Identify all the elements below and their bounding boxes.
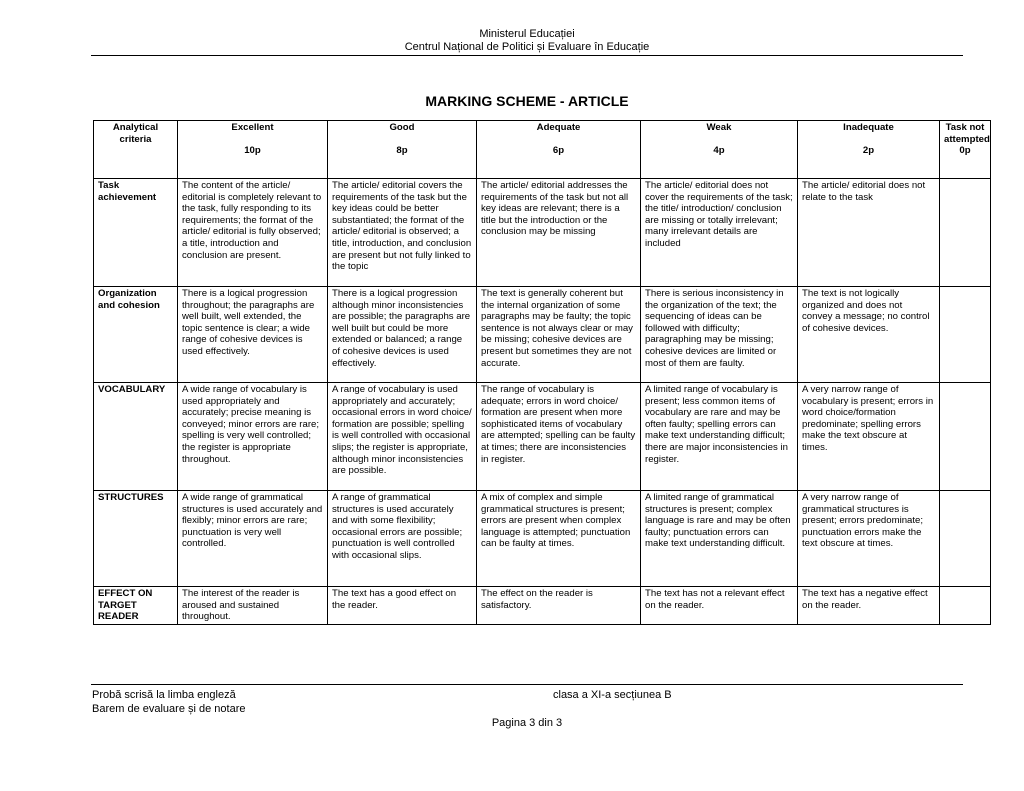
footer-divider	[91, 684, 963, 685]
adequate-cell: The range of vocabulary is adequate; errors in word choice/ formation are present when more sophisticated items of vocabulary are attempted; spelling can be faulty at times; there are inconsistencies in register.	[477, 383, 641, 491]
adequate-cell: The effect on the reader is satisfactory.	[477, 587, 641, 625]
table-row	[94, 179, 991, 287]
good-cell: There is a logical progression although minor inconsistencies are possible; the paragraphs are well built but could be more extended or balanced; a range of cohesive devices is used effectively.	[328, 287, 477, 383]
criterion-cell: Organization and cohesion	[94, 287, 178, 383]
footer-class: clasa a XI-a secțiunea B	[553, 689, 672, 701]
score-excellent: 10p	[244, 144, 261, 156]
header-ministry: Ministerul Educației	[479, 28, 575, 40]
footer-left	[92, 688, 245, 716]
header-good: Good 8p	[328, 121, 477, 179]
score-adequate: 6p	[552, 144, 565, 156]
score-inadequate: 2p	[862, 144, 875, 156]
inadequate-cell: The article/ editorial does not relate to the task	[798, 179, 940, 287]
weak-cell: There is serious inconsistency in the organization of the text; the sequencing of ideas can be followed with difficulty; paragraphing may be missing; cohesive devices are limited or most of them are faulty.	[641, 287, 798, 383]
adequate-cell: The text is generally coherent but the internal organization of some paragraphs may be faulty; the topic sentence is not always clear or may be missing; cohesive devices are present but sometimes they are not accurate.	[477, 287, 641, 383]
inadequate-cell: A very narrow range of vocabulary is present; errors in word choice/formation predominate; spelling errors make the text obscure at times.	[798, 383, 940, 491]
criterion-cell: EFFECT ON TARGET READER	[94, 587, 178, 625]
criterion-cell: Task achievement	[94, 179, 178, 287]
score-not-attempted: 0p	[959, 145, 971, 157]
marking-scheme-table	[93, 120, 991, 625]
inadequate-cell: The text has a negative effect on the reader.	[798, 587, 940, 625]
criterion-cell: VOCABULARY	[94, 383, 178, 491]
header-excellent: Excellent 10p	[178, 121, 328, 179]
header-not-attempted: Task not attempted 0p	[940, 121, 991, 179]
header-weak: Weak 4p	[641, 121, 798, 179]
adequate-cell: The article/ editorial addresses the requirements of the task but not all key ideas are relevant; there is a title but the introduction or the conclusion may be missing	[477, 179, 641, 287]
header-adequate: Adequate 6p	[477, 121, 641, 179]
page-header	[91, 28, 963, 54]
weak-cell: The text has not a relevant effect on the reader.	[641, 587, 798, 625]
header-criteria: Analytical criteria	[94, 121, 178, 179]
table-row	[94, 587, 991, 625]
excellent-cell: The interest of the reader is aroused and sustained throughout.	[178, 587, 328, 625]
header-divider	[91, 55, 963, 56]
not-attempted-cell	[940, 179, 991, 287]
good-cell: The text has a good effect on the reader.	[328, 587, 477, 625]
score-good: 8p	[396, 144, 408, 156]
not-attempted-cell	[940, 491, 991, 587]
not-attempted-cell	[940, 587, 991, 625]
excellent-cell: A wide range of grammatical structures is used accurately and flexibly; minor errors are rare; punctuation is very well controlled.	[178, 491, 328, 587]
not-attempted-cell	[940, 383, 991, 491]
good-cell: The article/ editorial covers the requirements of the task but the key ideas could be better substantiated; the format of the article/ editorial is observed; a title, introduction, and conclusion are present but not fully linked to the topic	[328, 179, 477, 287]
footer-exam-name: Probă scrisă la limba engleză	[92, 689, 236, 701]
weak-cell: The article/ editorial does not cover the requirements of the task; the title/ introduction/ conclusion are missing or totally irrelevant; many irrelevant details are included	[641, 179, 798, 287]
not-attempted-cell	[940, 287, 991, 383]
inadequate-cell: A very narrow range of grammatical structures is present; errors predominate; punctuation errors make the text obscure at times.	[798, 491, 940, 587]
footer-scheme-name: Barem de evaluare și de notare	[92, 703, 246, 715]
excellent-cell: There is a logical progression throughout; the paragraphs are well built, well extended, the topic sentence is clear; a wide range of cohesive devices is used effectively.	[178, 287, 328, 383]
excellent-cell: A wide range of vocabulary is used appropriately and accurately; precise meaning is conveyed; minor errors are rare; spelling is very well controlled; the register is appropriate throughout.	[178, 383, 328, 491]
table-row	[94, 491, 991, 587]
page-title: MARKING SCHEME - ARTICLE	[425, 93, 629, 109]
good-cell: A range of vocabulary is used appropriately and accurately; occasional errors in word choice/ formation are possible; spelling is well controlled with occasional slips; the register is appropriate, although minor inconsistencies are possible.	[328, 383, 477, 491]
score-weak: 4p	[713, 144, 725, 156]
criterion-cell: STRUCTURES	[94, 491, 178, 587]
table-header-row	[94, 121, 991, 179]
adequate-cell: A mix of complex and simple grammatical structures is present; errors are present when complex language is attempted; punctuation can be faulty at times.	[477, 491, 641, 587]
weak-cell: A limited range of vocabulary is present; less common items of vocabulary are rare and may be often faulty; spelling errors can make text understanding difficult; there are major inconsistencies in register.	[641, 383, 798, 491]
inadequate-cell: The text is not logically organized and does not convey a message; no control of cohesive devices.	[798, 287, 940, 383]
page-number: Pagina 3 din 3	[491, 717, 563, 729]
table-row	[94, 383, 991, 491]
header-center: Centrul Național de Politici și Evaluare în Educație	[404, 41, 650, 53]
excellent-cell: The content of the article/ editorial is completely relevant to the task, fully responding to its requirements; the format of the article/ editorial is fully observed; a title, introduction and conclusion are present.	[178, 179, 328, 287]
good-cell: A range of grammatical structures is used accurately and with some flexibility; occasional errors are possible; punctuation is well controlled with occasional slips.	[328, 491, 477, 587]
header-inadequate: Inadequate 2p	[798, 121, 940, 179]
weak-cell: A limited range of grammatical structures is present; complex language is rare and may be often faulty; punctuation errors can make text understanding difficult.	[641, 491, 798, 587]
table-row	[94, 287, 991, 383]
